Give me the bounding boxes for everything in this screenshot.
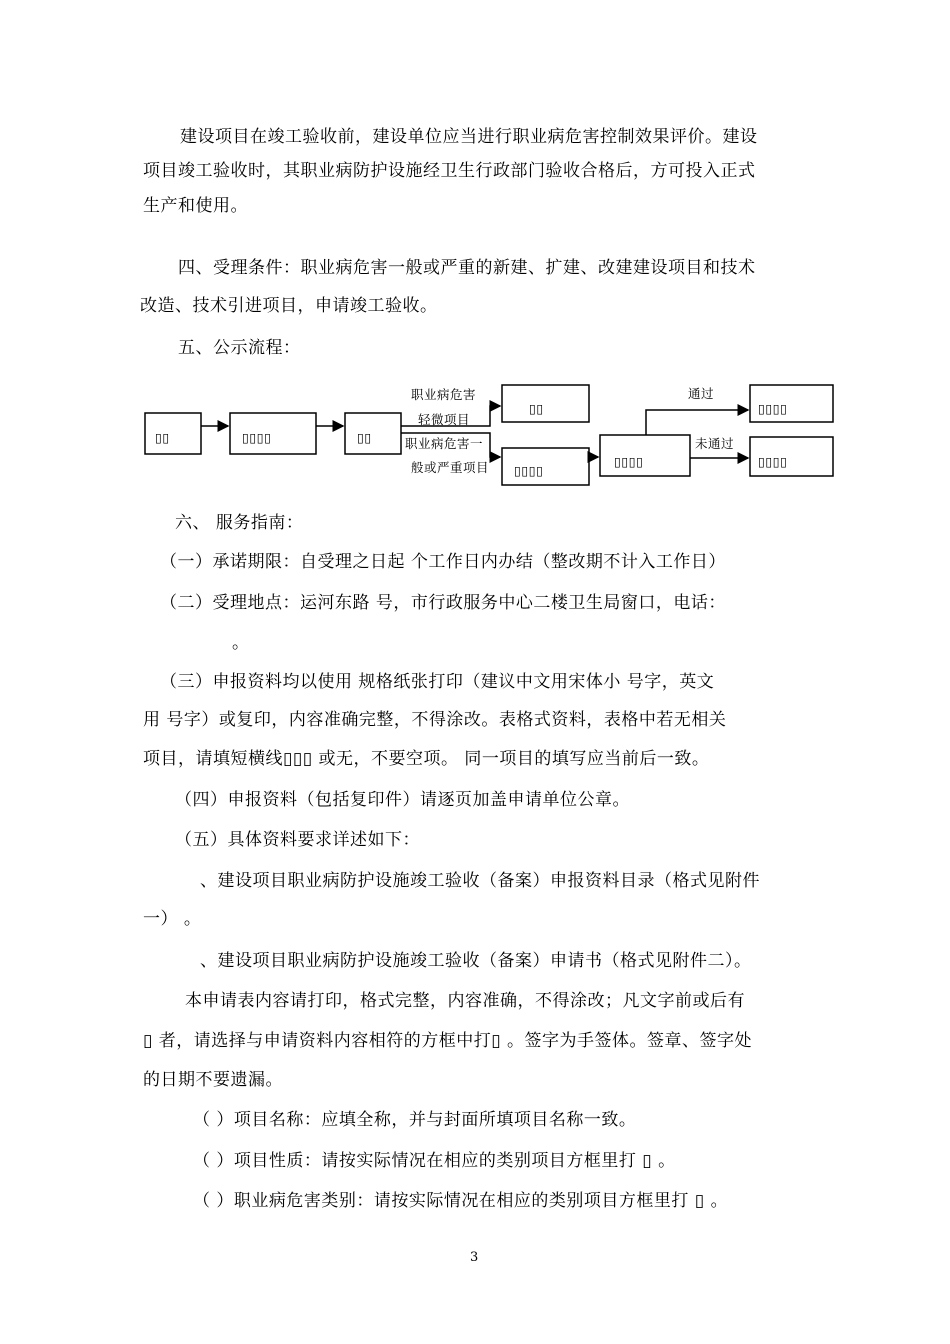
form-instruction: （ ）职业病危害类别：请按实际情况在相应的类别项目方框里打 ▯ 。: [193, 1191, 729, 1211]
section-heading-guide: 六、 服务指南：: [175, 513, 304, 533]
guide-item: （五）具体资料要求详述如下：: [175, 830, 420, 850]
paragraph-line: 建设项目在竣工验收前，建设单位应当进行职业病危害控制效果评价。建设: [180, 127, 758, 147]
section-heading-process: 五、公示流程：: [178, 338, 301, 358]
flow-label-minor: 轻微项目: [418, 412, 471, 427]
form-instruction: （ ）项目性质：请按实际情况在相应的类别项目方框里打 ▯ 。: [193, 1151, 676, 1171]
flow-box-4-label: ▯▯: [529, 401, 544, 416]
flow-box-4: [502, 385, 589, 422]
section-heading-acceptance: 四、受理条件：职业病危害一般或严重的新建、扩建、改建建设项目和技术: [178, 258, 756, 278]
guide-item: 用 号字）或复印，内容准确完整，不得涂改。表格式资料，表格中若无相关: [143, 710, 727, 730]
flow-box-8-label: ▯▯▯▯: [758, 454, 788, 469]
flow-label-fail: 未通过: [695, 436, 735, 451]
guide-subitem: 、建设项目职业病防护设施竣工验收（备案）申请书（格式见附件二）。: [200, 951, 752, 971]
guide-item: （四）申报资料（包括复印件）请逐页加盖申请单位公章。: [175, 790, 630, 810]
flow-box-6-label: ▯▯▯▯: [614, 454, 644, 469]
guide-item: （二）受理地点：运河东路 号，市行政服务中心二楼卫生局窗口，电话：: [160, 593, 726, 613]
flow-box-1-label: ▯▯: [155, 430, 170, 445]
paragraph-line: 的日期不要遗漏。: [143, 1070, 283, 1090]
form-instruction: （ ）项目名称：应填全称，并与封面所填项目名称一致。: [193, 1110, 637, 1130]
guide-item: （一）承诺期限：自受理之日起 个工作日内办结（整改期不计入工作日）: [160, 552, 726, 572]
guide-item: 项目，请填短横线▯▯▯ 或无，不要空项。 同一项目的填写应当前后一致。: [143, 749, 710, 769]
guide-subitem: 、建设项目职业病防护设施竣工验收（备案）申报资料目录（格式见附件: [200, 871, 760, 891]
guide-item: （三）申报资料均以使用 规格纸张打印（建议中文用宋体小 号字，英文: [160, 672, 715, 692]
guide-item: 。: [232, 633, 250, 653]
paragraph-line: 本申请表内容请打印，格式完整，内容准确，不得涂改；凡文字前或后有: [185, 991, 745, 1011]
paragraph-line: 项目竣工验收时，其职业病防护设施经卫生行政部门验收合格后，方可投入正式: [143, 161, 756, 181]
paragraph-line: ▯ 者，请选择与申请资料内容相符的方框中打▯ 。签字为手签体。签章、签字处: [143, 1031, 753, 1051]
flow-label-minor: 职业病危害: [411, 387, 477, 402]
flow-label-pass: 通过: [688, 386, 715, 401]
flow-box-3: [345, 413, 401, 454]
flow-label-serious: 职业病危害一: [405, 436, 484, 451]
page-number: 3: [470, 1250, 479, 1265]
guide-subitem: 一） 。: [143, 909, 202, 929]
paragraph-line: 生产和使用。: [143, 196, 248, 216]
flow-box-2-label: ▯▯▯▯: [242, 430, 272, 445]
flow-box-3-label: ▯▯: [357, 430, 372, 445]
flow-label-serious: 般或严重项目: [411, 460, 490, 475]
paragraph-line: 改造、技术引进项目，申请竣工验收。: [140, 296, 438, 316]
flow-box-5-label: ▯▯▯▯: [514, 463, 544, 478]
flow-box-7-label: ▯▯▯▯: [758, 401, 788, 416]
flow-box-1: [145, 413, 201, 454]
